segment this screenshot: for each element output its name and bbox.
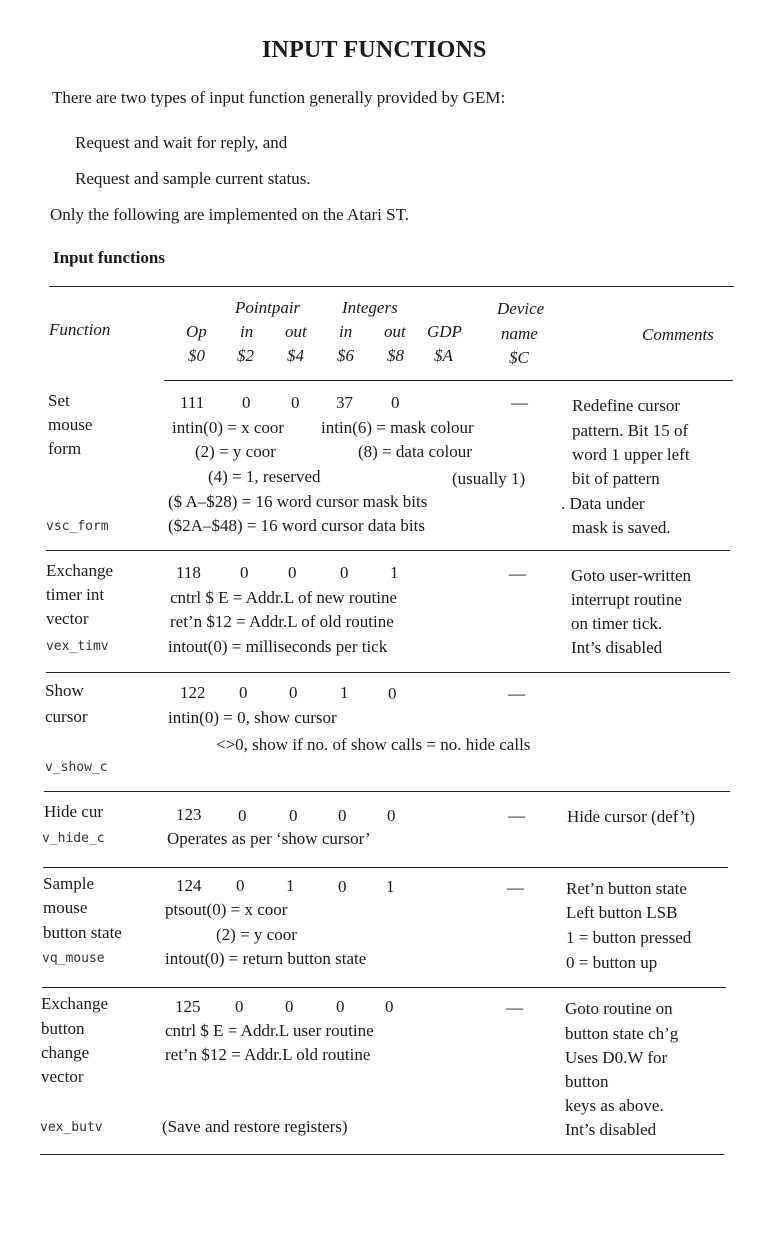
header-gdp: GDP: [427, 322, 462, 341]
header-pointpair-out: out: [285, 322, 307, 341]
detail-line: Operates as per ‘show cursor’: [167, 829, 371, 848]
integers-out-value: 0: [391, 393, 400, 412]
header-function: Function: [49, 320, 111, 339]
detail-line: <>0, show if no. of show calls = no. hide calls: [216, 735, 531, 754]
op-value: 122: [180, 683, 206, 702]
detail-line: ptsout(0) = x coor: [165, 900, 288, 919]
function-code: v_hide_c: [42, 831, 105, 846]
detail-line: (8) = data colour: [358, 442, 472, 461]
function-name: mouse: [48, 415, 93, 434]
detail-line: (usually 1): [452, 469, 526, 488]
comment-line: Int’s disabled: [571, 638, 663, 657]
comment-line: pattern. Bit 15 of: [572, 421, 689, 440]
function-code: v_show_c: [45, 760, 108, 775]
detail-line: intout(0) = milliseconds per tick: [168, 637, 388, 656]
integers-in-value: 1: [340, 683, 349, 702]
header-device-addr: $C: [509, 348, 529, 367]
comment-line: bit of pattern: [572, 469, 660, 488]
function-code: vq_mouse: [42, 951, 105, 966]
integers-out-value: 1: [386, 877, 395, 896]
detail-line: ($2A–$48) = 16 word cursor data bits: [168, 516, 425, 535]
header-integers-in: in: [339, 322, 353, 341]
comment-line: Goto routine on: [565, 999, 673, 1018]
function-name: Exchange: [41, 994, 109, 1013]
integers-in-value: 0: [340, 563, 349, 582]
header-op-addr: $0: [188, 346, 205, 365]
op-value: 118: [176, 563, 201, 582]
comment-line: word 1 upper left: [572, 445, 690, 464]
device-value: —: [507, 878, 524, 897]
comment-line: Int’s disabled: [565, 1120, 657, 1139]
pointpair-in-value: 0: [235, 997, 244, 1016]
row-divider: [42, 987, 726, 988]
comment-line: button state ch’g: [565, 1024, 679, 1043]
op-value: 125: [175, 997, 201, 1016]
function-code: vex_butv: [40, 1120, 103, 1135]
detail-line: (2) = y coor: [195, 442, 276, 461]
pointpair-in-value: 0: [239, 683, 248, 702]
function-code: vsc_form: [46, 519, 109, 534]
header-int-in-addr: $6: [337, 346, 354, 365]
comment-line: 1 = button pressed: [566, 928, 692, 947]
header-integers: Integers: [342, 298, 398, 317]
device-value: —: [508, 806, 525, 825]
table-bottom-rule: [40, 1154, 724, 1155]
pointpair-in-value: 0: [238, 806, 247, 825]
integers-out-value: 1: [390, 563, 399, 582]
detail-line: (4) = 1, reserved: [208, 467, 321, 486]
type-request-wait: Request and wait for reply, and: [75, 133, 288, 152]
header-device: Device: [497, 299, 545, 318]
pointpair-in-value: 0: [242, 393, 251, 412]
comment-line: Left button LSB: [566, 903, 678, 922]
comment-line: . Data under: [561, 494, 645, 513]
function-name: Show: [45, 681, 84, 700]
row-divider: [43, 867, 728, 868]
comment-line: Hide cursor (def’t): [567, 807, 696, 826]
pointpair-in-value: 0: [236, 876, 245, 895]
section-heading: Input functions: [53, 248, 165, 267]
integers-in-value: 0: [338, 806, 347, 825]
header-op: Op: [186, 322, 207, 341]
detail-line: intin(0) = x coor: [172, 418, 285, 437]
integers-in-value: 37: [336, 393, 353, 412]
detail-line: ($ A–$28) = 16 word cursor mask bits: [168, 492, 428, 511]
function-name: button: [41, 1019, 85, 1038]
function-name: vector: [41, 1067, 84, 1086]
op-value: 124: [176, 876, 202, 895]
header-integers-out: out: [384, 322, 406, 341]
type-request-sample: Request and sample current status.: [75, 169, 311, 188]
comment-line: 0 = button up: [566, 953, 658, 972]
function-name: Set: [48, 391, 70, 410]
header-gdp-addr: $A: [434, 346, 453, 365]
device-value: —: [508, 684, 525, 703]
integers-in-value: 0: [338, 877, 347, 896]
header-device-name: name: [501, 324, 538, 343]
detail-line: (2) = y coor: [216, 925, 297, 944]
comment-line: Uses D0.W for: [565, 1048, 668, 1067]
op-value: 111: [180, 393, 205, 412]
pointpair-out-value: 0: [289, 806, 298, 825]
header-int-out-addr: $8: [387, 346, 404, 365]
row-divider: [44, 791, 730, 792]
pointpair-out-value: 0: [288, 563, 297, 582]
function-code: vex_timv: [46, 639, 109, 654]
detail-line: intin(6) = mask colour: [321, 418, 474, 437]
comment-line: mask is saved.: [572, 518, 671, 537]
detail-line: intout(0) = return button state: [165, 949, 367, 968]
comment-line: interrupt routine: [571, 590, 682, 609]
pointpair-in-value: 0: [240, 563, 249, 582]
function-name: form: [48, 439, 82, 458]
header-pointpair-in: in: [240, 322, 254, 341]
pointpair-out-value: 1: [286, 876, 295, 895]
function-name: vector: [46, 609, 89, 628]
function-name: Sample: [43, 874, 94, 893]
detail-line: (Save and restore registers): [162, 1117, 348, 1136]
comment-line: Redefine cursor: [572, 396, 681, 415]
function-name: mouse: [43, 898, 88, 917]
comment-line: button: [565, 1072, 609, 1091]
pointpair-out-value: 0: [289, 683, 298, 702]
header-rule: [164, 380, 733, 381]
detail-line: ret’n $12 = Addr.L of old routine: [170, 612, 394, 631]
function-name: change: [41, 1043, 90, 1062]
row-divider: [46, 550, 730, 551]
op-value: 123: [176, 805, 202, 824]
header-pp-in-addr: $2: [237, 346, 254, 365]
integers-out-value: 0: [385, 997, 394, 1016]
function-name: cursor: [45, 707, 88, 726]
header-pp-out-addr: $4: [287, 346, 304, 365]
integers-out-value: 0: [387, 806, 396, 825]
page-title: INPUT FUNCTIONS: [262, 37, 487, 63]
function-name: Hide cur: [44, 802, 104, 821]
pointpair-out-value: 0: [291, 393, 300, 412]
function-name: button state: [43, 923, 122, 942]
comment-line: keys as above.: [565, 1096, 664, 1115]
intro-text: There are two types of input function generally provided by GEM:: [52, 88, 506, 107]
implemented-note: Only the following are implemented on the Atari ST.: [50, 205, 409, 224]
comment-line: Ret’n button state: [566, 879, 687, 898]
row-divider: [46, 672, 730, 673]
pointpair-out-value: 0: [285, 997, 294, 1016]
device-value: —: [506, 998, 523, 1017]
comment-line: on timer tick.: [571, 614, 663, 633]
header-comments: Comments: [642, 325, 714, 344]
device-value: —: [509, 564, 526, 583]
device-value: —: [511, 393, 528, 412]
table-top-rule: [49, 286, 734, 287]
detail-line: cntrl $ E = Addr.L user routine: [165, 1021, 374, 1040]
detail-line: intin(0) = 0, show cursor: [168, 708, 337, 727]
header-pointpair: Pointpair: [235, 298, 301, 317]
comment-line: Goto user-written: [571, 566, 692, 585]
function-name: timer int: [46, 585, 105, 604]
function-name: Exchange: [46, 561, 114, 580]
integers-out-value: 0: [388, 684, 397, 703]
integers-in-value: 0: [336, 997, 345, 1016]
detail-line: ret’n $12 = Addr.L old routine: [165, 1045, 371, 1064]
detail-line: cntrl $ E = Addr.L of new routine: [170, 588, 398, 607]
